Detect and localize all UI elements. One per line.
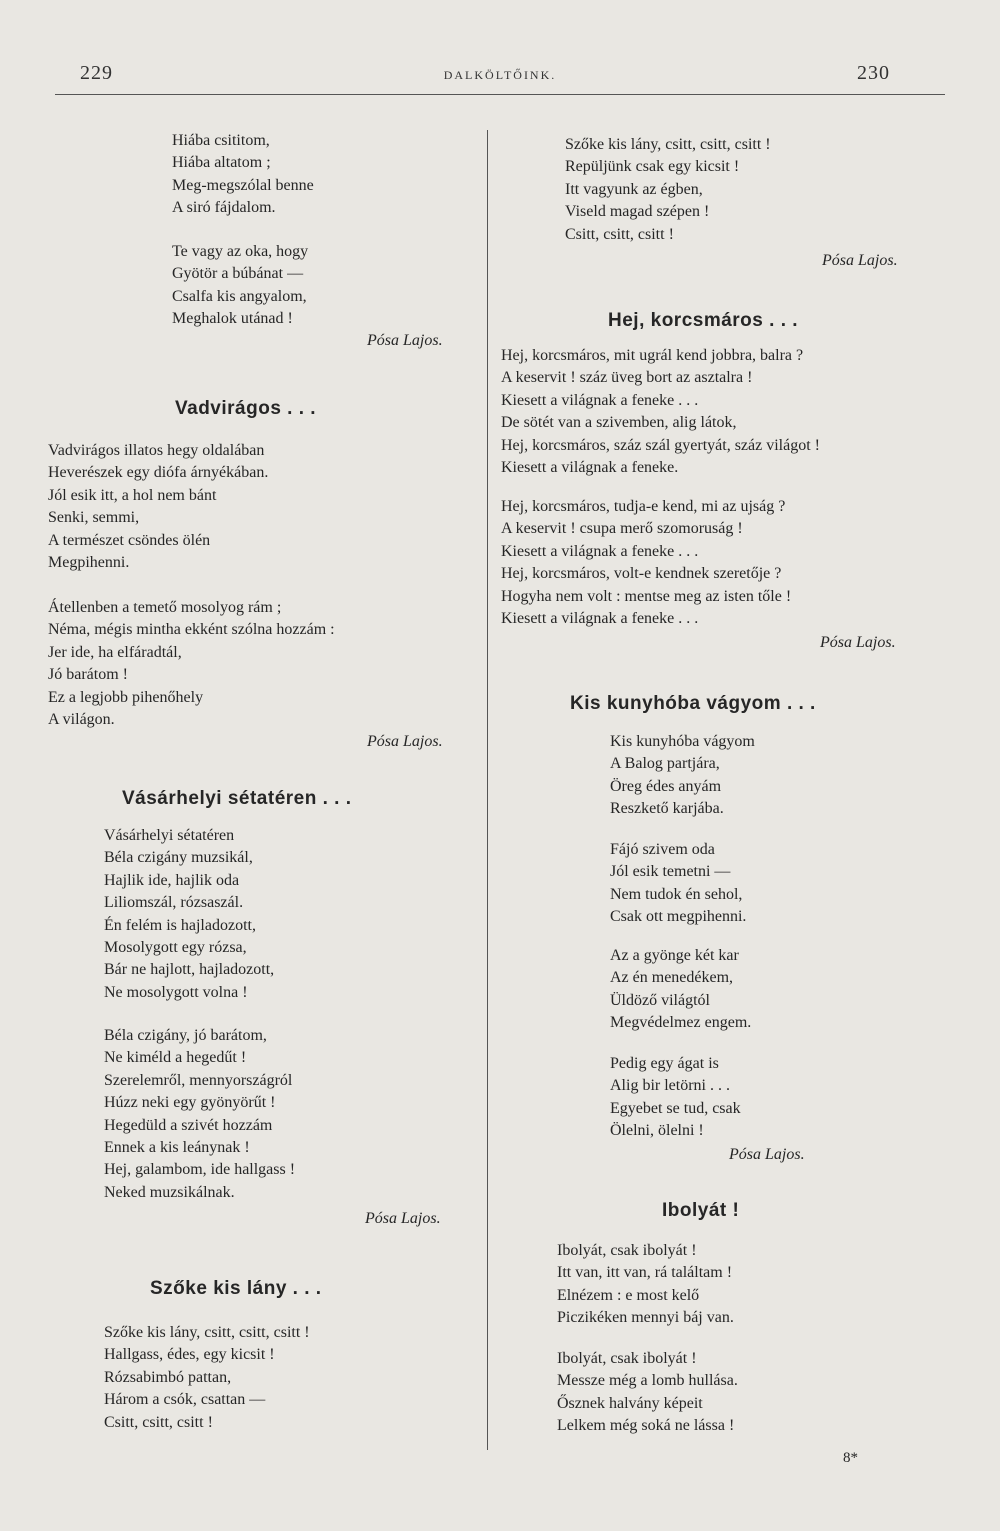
poem-line: Béla czigány, jó barátom, [104, 1027, 267, 1044]
poem-line: Alig bir letörni . . . [610, 1077, 730, 1095]
poem-line: Hej, korcsmáros, volt-e kendnek szeretője ? [501, 565, 782, 583]
page-number-left: 229 [80, 62, 113, 84]
poem-title-kunyho: Kis kunyhóba vágyom . . . [570, 693, 816, 714]
poem-line: Itt van, itt van, rá találtam ! [557, 1264, 733, 1282]
poem-line: Vásárhelyi sétatéren [104, 827, 235, 844]
poem-line: A siró fájdalom. [172, 199, 276, 217]
poem-line: Mosolygott egy rózsa, [104, 938, 247, 956]
poem-line: Hej, korcsmáros, tudja-e kend, mi az ujság ? [501, 498, 786, 515]
poem-line: Jer ide, ha elfáradtál, [48, 643, 182, 661]
author-signature: Pósa Lajos. [367, 733, 443, 750]
poem-vasarhelyi-stanza-2 [104, 1025, 295, 1204]
poem-line: Szerelemről, mennyországról [104, 1071, 293, 1089]
poem-line: Béla czigány muzsikál, [104, 849, 253, 867]
poem-line: Bár ne hajlott, hajladozott, [104, 961, 275, 979]
poem-szoke-stanza-1 [104, 1322, 310, 1434]
poem-line: Megvédelmez engem. [610, 1014, 752, 1032]
header-rule [55, 94, 945, 95]
author-signature: Pósa Lajos. [729, 1146, 805, 1163]
poem-line: Liliomszál, rózsaszál. [104, 894, 244, 912]
poem-line: Ennek a kis leánynak ! [104, 1138, 250, 1156]
poem-ibolyat-stanza-1 [557, 1240, 734, 1330]
poem-line: Hiába altatom ; [172, 154, 271, 172]
poem-line: Ibolyát, csak ibolyát ! [557, 1242, 697, 1259]
poem-line: Itt vagyunk az égben, [565, 180, 703, 198]
poem-line: Az a gyönge két kar [610, 947, 739, 964]
poem-line: Jól esik itt, a hol nem bánt [48, 486, 217, 504]
poem-line: Ősznek halvány képeit [557, 1394, 703, 1412]
poem-title-vasarhelyi: Vásárhelyi sétatéren . . . [122, 788, 352, 809]
poem-line: A keservit ! száz üveg bort az asztalra ! [501, 369, 753, 387]
column-divider [487, 130, 488, 1450]
author-signature: Pósa Lajos. [365, 1210, 441, 1227]
poem-line: Gyötör a búbánat — [172, 265, 304, 283]
poem-line: Hej, korcsmáros, száz szál gyertyát, száz világot ! [501, 436, 820, 454]
poem-line: Kiesett a világnak a feneke . . . [501, 391, 699, 409]
running-title: DALKÖLTŐINK. [443, 68, 557, 82]
poem-title-szoke: Szőke kis lány . . . [150, 1278, 322, 1299]
poem-korcsmaros-stanza-2 [501, 496, 791, 630]
poem-line: Hej, korcsmáros, mit ugrál kend jobbra, balra ? [501, 347, 804, 364]
poem-line: Ez a legjobb pihenőhely [48, 688, 204, 706]
poem-line: Meg-megszólal benne [172, 176, 314, 194]
poem-line: Meghalok utánad ! [172, 310, 293, 328]
page-number-right: 230 [857, 62, 890, 84]
poem-line: De sötét van a szivemben, alig látok, [501, 414, 737, 432]
poem-line: Messze még a lomb hullása. [557, 1372, 738, 1390]
poem-line: Én felém is hajladozott, [104, 916, 256, 934]
poem-line: Három a csók, csattan — [104, 1391, 266, 1409]
poem-line: Kiesett a világnak a feneke . . . [501, 542, 699, 560]
poem-line: Csitt, csitt, csitt ! [565, 225, 674, 243]
poem-kunyho-stanza-3 [610, 945, 751, 1035]
poem-line: Megpihenni. [48, 553, 130, 571]
poem-line: Lelkem még soká ne lássa ! [557, 1417, 735, 1435]
poem-line: Vadvirágos illatos hegy oldalában [48, 442, 265, 459]
poem-line: Néma, mégis mintha ekként szólna hozzám : [48, 621, 335, 639]
poem-line: Ne kiméld a hegedűt ! [104, 1049, 247, 1067]
poem-title-ibolyat: Ibolyát ! [662, 1200, 740, 1221]
poem-line: Kis kunyhóba vágyom [610, 733, 755, 750]
poem-line: Csalfa kis angyalom, [172, 287, 307, 305]
poem-title-korcsmaros: Hej, korcsmáros . . . [608, 310, 799, 331]
poem-line: Heverészek egy diófa árnyékában. [48, 464, 269, 482]
poem-line: A keservit ! csupa merő szomoruság ! [501, 520, 743, 538]
poem-ibolyat-stanza-2 [557, 1348, 738, 1438]
poem-line: Jó barátom ! [48, 666, 128, 684]
author-signature: Pósa Lajos. [822, 252, 898, 269]
poem-vadviragos-stanza-1 [48, 440, 268, 574]
poem-line: Senki, semmi, [48, 509, 140, 527]
poem-vadviragos-stanza-2 [48, 597, 335, 731]
poem-line: Átellenben a temető mosolyog rám ; [48, 599, 282, 616]
poem-line: Hiába csititom, [172, 132, 270, 149]
poem-line: Ölelni, ölelni ! [610, 1122, 704, 1140]
poem-line: Ibolyát, csak ibolyát ! [557, 1350, 697, 1367]
poem-line: Hajlik ide, hajlik oda [104, 871, 240, 889]
poem-line: Neked muzsikálnak. [104, 1183, 235, 1201]
poem-line: Csak ott megpihenni. [610, 908, 747, 926]
printer-signature-mark: 8* [843, 1450, 858, 1466]
poem-line: Kiesett a világnak a feneke . . . [501, 609, 699, 627]
poem-line: A Balog partjára, [610, 755, 720, 773]
poem-line: Hegedüld a szivét hozzám [104, 1116, 273, 1134]
poem-line: Kiesett a világnak a feneke. [501, 458, 679, 476]
poem-top-stanza-1 [172, 130, 314, 220]
poem-line: Egyebet se tud, csak [610, 1099, 741, 1117]
poem-kunyho-stanza-4 [610, 1053, 741, 1143]
author-signature: Pósa Lajos. [820, 634, 896, 651]
poem-kunyho-stanza-2 [610, 839, 746, 929]
poem-line: Elnézem : e most kelő [557, 1286, 700, 1304]
poem-line: Viseld magad szépen ! [565, 203, 710, 221]
poem-line: Húzz neki egy gyönyörűt ! [104, 1094, 276, 1112]
poem-line: Reszkető karjába. [610, 800, 724, 818]
poem-line: Üldöző világtól [610, 991, 710, 1009]
poem-korcsmaros-stanza-1 [501, 345, 820, 479]
poem-vasarhelyi-stanza-1 [104, 825, 274, 1004]
poem-line: Repüljünk csak egy kicsit ! [565, 158, 740, 176]
poem-line: Piczikéken mennyi báj van. [557, 1309, 734, 1327]
poem-line: A természet csöndes ölén [48, 531, 211, 549]
poem-line: Az én menedékem, [610, 969, 734, 987]
poem-line: Csitt, csitt, csitt ! [104, 1413, 213, 1431]
poem-line: Hallgass, édes, egy kicsit ! [104, 1346, 275, 1364]
author-signature: Pósa Lajos. [367, 332, 443, 349]
poem-line: Hej, galambom, ide hallgass ! [104, 1161, 296, 1179]
poem-line: Szőke kis lány, csitt, csitt, csitt ! [565, 136, 771, 153]
poem-line: Hogyha nem volt : mentse meg az isten tőle ! [501, 587, 792, 605]
poem-title-vadviragos: Vadvirágos . . . [175, 398, 317, 419]
poem-line: Nem tudok én sehol, [610, 885, 743, 903]
poem-top-stanza-2 [172, 241, 308, 331]
poem-line: Te vagy az oka, hogy [172, 243, 309, 260]
poem-szoke-stanza-2 [565, 134, 771, 246]
poem-line: Rózsabimbó pattan, [104, 1368, 232, 1386]
poem-line: Öreg édes anyám [610, 777, 722, 795]
poem-line: Ne mosolygott volna ! [104, 983, 248, 1001]
poem-line: Pedig egy ágat is [610, 1055, 719, 1072]
poem-line: A világon. [48, 710, 115, 728]
poem-line: Fájó szivem oda [610, 841, 715, 858]
poem-line: Szőke kis lány, csitt, csitt, csitt ! [104, 1324, 310, 1341]
poem-kunyho-stanza-1 [610, 731, 755, 821]
poem-line: Jól esik temetni — [610, 863, 731, 881]
